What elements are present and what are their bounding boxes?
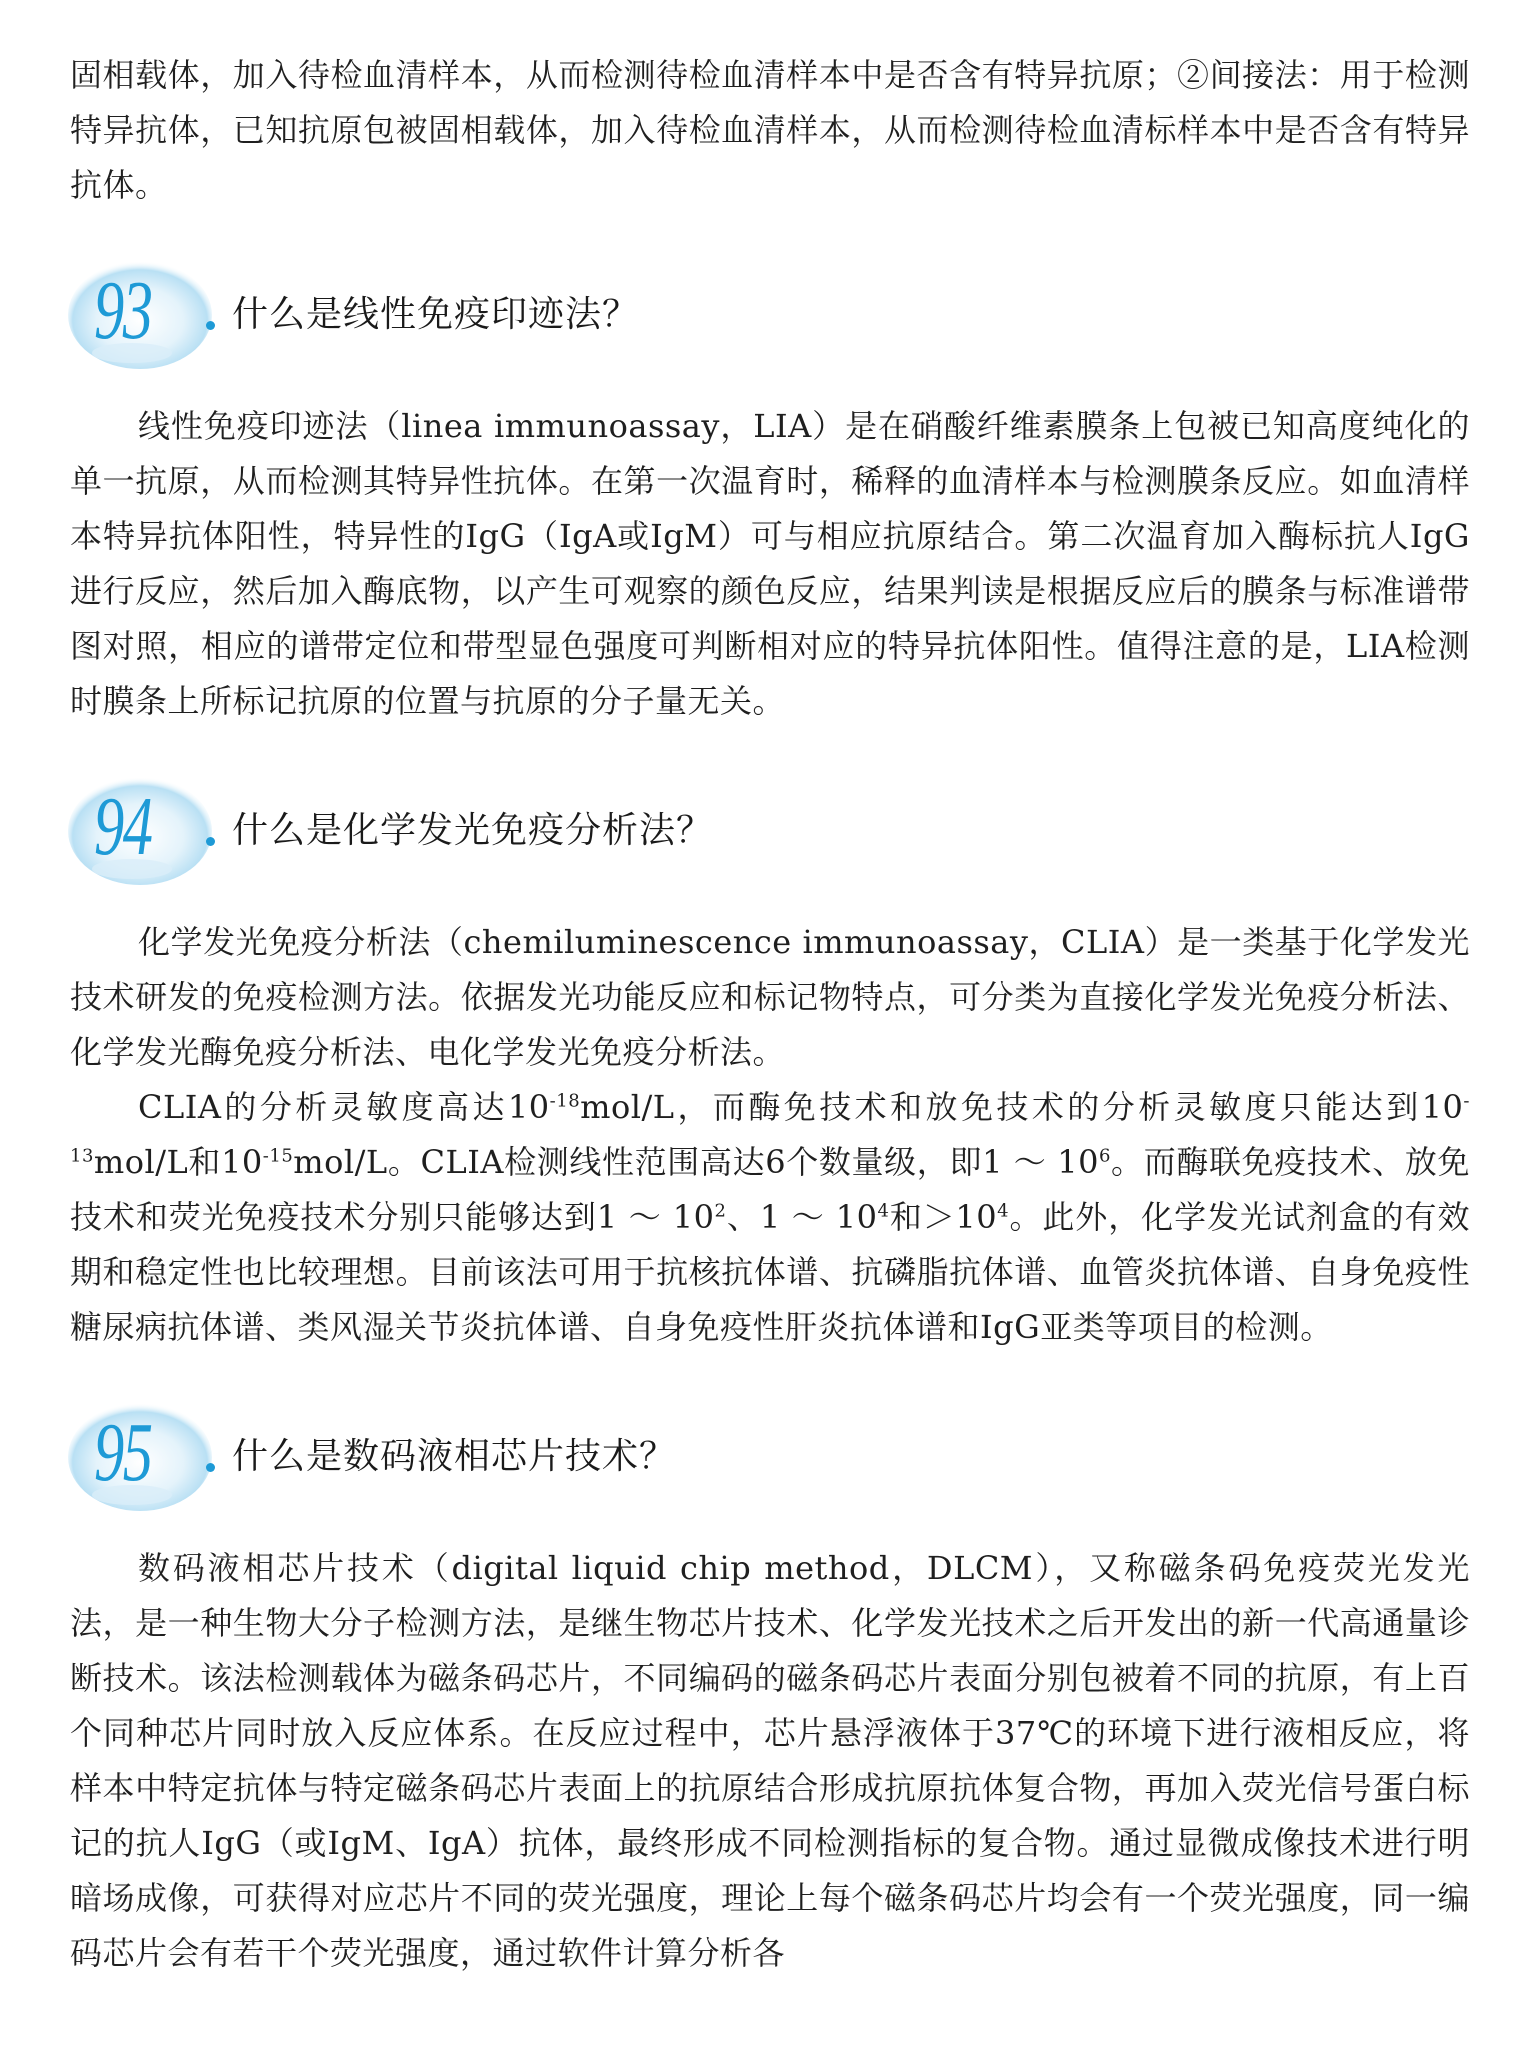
intro-paragraph: 固相载体，加入待检血清样本，从而检测待检血清样本中是否含有特异抗原；②间接法：用于检测特异抗体，已知抗原包被固相载体，加入待检血清样本，从而检测待检血清标样本中是否含有特异抗体。 bbox=[70, 56, 1470, 204]
exponent: 2 bbox=[714, 1200, 727, 1222]
text-segment: mol/L。CLIA检测线性范围高达6个数量级，即1 ～ 10 bbox=[293, 1143, 1099, 1181]
text-segment: CLIA的分析灵敏度高达10 bbox=[138, 1088, 550, 1126]
section-title: 什么是数码液相芯片技术？ bbox=[232, 1436, 677, 1477]
section-title: 什么是化学发光免疫分析法？ bbox=[232, 810, 714, 851]
badge-dot-icon bbox=[206, 837, 215, 846]
section-number: 95 bbox=[94, 1406, 152, 1499]
section-94-paragraph: 化学发光免疫分析法（chemiluminescence immunoassay，CLIA）是一类基于化学发光技术研发的免疫检测方法。依据发光功能反应和标记物特点，可分类为直接化学发光免疫分析法、化学发光酶免疫分析法、电化学发光免疫分析法。 bbox=[70, 923, 1470, 1071]
text-segment: mol/L和10 bbox=[93, 1143, 263, 1181]
exponent: 4 bbox=[877, 1200, 890, 1222]
text-segment: 、1 ～ 10 bbox=[726, 1198, 878, 1236]
section-95-paragraph: 数码液相芯片技术（digital liquid chip method，DLCM），又称磁条码免疫荧光发光法，是一种生物大分子检测方法，是继生物芯片技术、化学发光技术之后开发出的新一代高通量诊断技术。该法检测载体为磁条码芯片，不同编码的磁条码芯片表面分别包被着不同的抗原，有上百个同种芯片同时放入反应体系。在反应过程中，芯片悬浮液体于37℃的环境下进行液相反应，将样本中特定抗体与特定磁条码芯片表面上的抗原结合形成抗原抗体复合物，再加入荧光信号蛋白标记的抗人IgG（或IgM、IgA）抗体，最终形成不同检测指标的复合物。通过显微成像技术进行明暗场成像，可获得对应芯片不同的荧光强度，理论上每个磁条码芯片均会有一个荧光强度，同一编码芯片会有若干个荧光强度，通过软件计算分析各 bbox=[70, 1549, 1470, 1972]
section-title: 什么是线性免疫印迹法？ bbox=[232, 294, 640, 335]
section-94-sensitivity-paragraph bbox=[70, 1080, 1470, 1355]
badge-dot-icon bbox=[206, 1463, 215, 1472]
badge-dot-icon bbox=[206, 321, 215, 330]
section-95-heading bbox=[66, 1397, 1470, 1515]
exponent: -15 bbox=[262, 1145, 294, 1167]
text-segment: 。而酶联免疫技术、放免技术和荧光免疫技术分别只能够达到1 ～ 10 bbox=[70, 1143, 1470, 1236]
text-segment: 和＞10 bbox=[889, 1198, 998, 1236]
exponent: -13 bbox=[70, 1090, 1470, 1167]
text-segment: mol/L，而酶免技术和放免技术的分析灵敏度只能达到10 bbox=[580, 1088, 1464, 1126]
text-segment: 。此外，化学发光试剂盒的有效期和稳定性也比较理想。目前该法可用于抗核抗体谱、抗磷脂抗体谱、血管炎抗体谱、自身免疫性糖尿病抗体谱、类风湿关节炎抗体谱、自身免疫性肝炎抗体谱和IgG亚类等项目的检测。 bbox=[70, 1198, 1470, 1346]
section-number: 94 bbox=[94, 780, 152, 873]
exponent: -18 bbox=[549, 1090, 581, 1112]
section-93-paragraph: 线性免疫印迹法（linea immunoassay，LIA）是在硝酸纤维素膜条上包被已知高度纯化的单一抗原，从而检测其特异性抗体。在第一次温育时，稀释的血清样本与检测膜条反应。如血清样本特异抗体阳性，特异性的IgG（IgA或IgM）可与相应抗原结合。第二次温育加入酶标抗人IgG进行反应，然后加入酶底物，以产生可观察的颜色反应，结果判读是根据反应后的膜条与标准谱带图对照，相应的谱带定位和带型显色强度可判断相对应的特异抗体阳性。值得注意的是，LIA检测时膜条上所标记抗原的位置与抗原的分子量无关。 bbox=[70, 407, 1470, 720]
exponent: 6 bbox=[1098, 1145, 1111, 1167]
exponent: 4 bbox=[997, 1200, 1010, 1222]
page-content bbox=[70, 48, 1470, 1981]
section-93-heading bbox=[66, 255, 1470, 373]
section-number: 93 bbox=[94, 264, 152, 357]
section-94-heading bbox=[66, 771, 1470, 889]
